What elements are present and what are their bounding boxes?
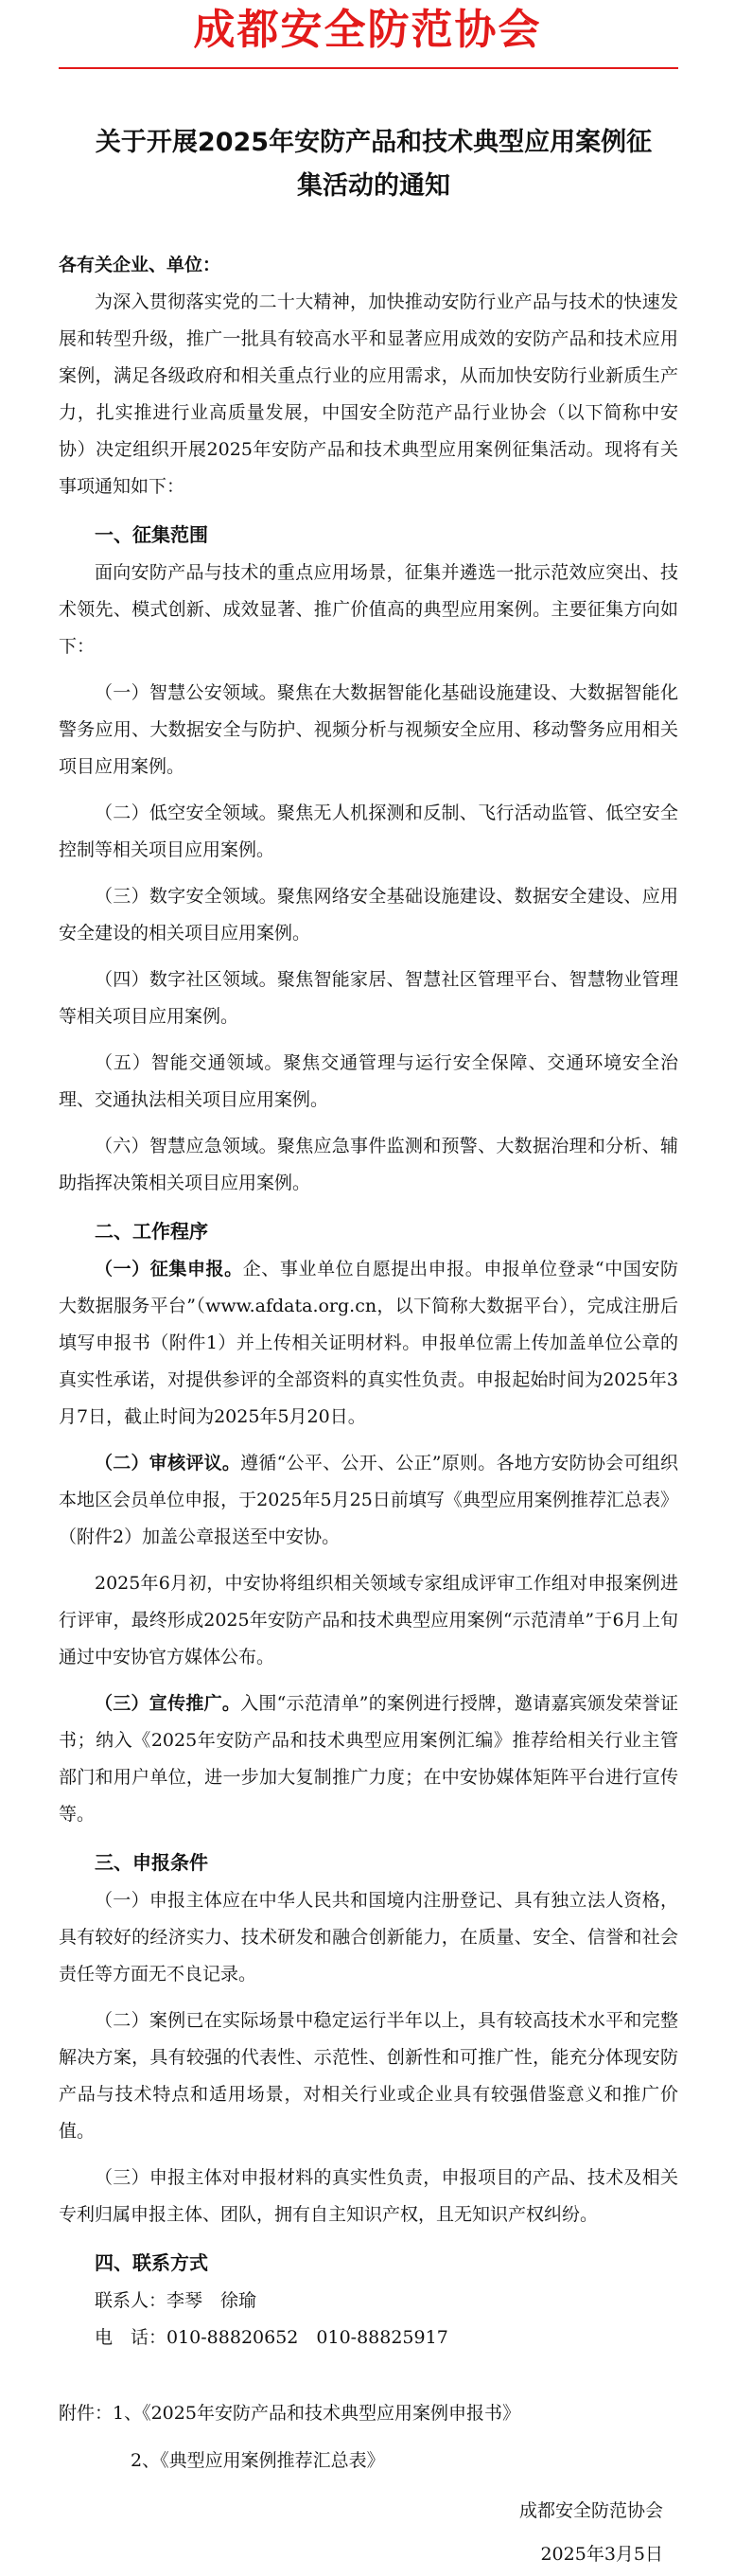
condition-item-2: （二）案例已在实际场景中稳定运行半年以上，具有较高技术水平和完整解决方案，具有较强的代表性、示范性、创新性和可推广性，能充分体现安防产品与技术特点和适用场景，对相关行业或企业具有较强借鉴意义和推广价值。 — [59, 2010, 678, 2142]
salutation: 各有关企业、单位： — [59, 255, 221, 275]
document-title: 关于开展2025年安防产品和技术典型应用案例征集活动的通知 — [95, 128, 653, 201]
scope-item-police: （一）智慧公安领域。聚焦在大数据智能化基础设施建设、大数据智能化警务应用、大数据安全与防护、视频分析与视频安全应用、移动警务应用相关项目应用案例。 — [59, 682, 678, 777]
org-letterhead-title: 成都安全防范协会 — [193, 6, 542, 54]
scope-item-digital-community: （四）数字社区领域。聚焦智能家居、智慧社区管理平台、智慧物业管理等相关项目应用案例。 — [59, 969, 678, 1027]
scope-item-digital-security: （三）数字安全领域。聚焦网络安全基础设施建设、数据安全建设、应用安全建设的相关项目应用案例。 — [59, 886, 678, 944]
procedure-review — [59, 1445, 678, 1556]
signature-org: 成都安全防范协会 — [518, 2500, 663, 2521]
condition-item-1: （一）申报主体应在中华人民共和国境内注册登记、具有独立法人资格，具有较好的经济实力、技术研发和融合创新能力，在质量、安全、信誉和社会责任等方面无不良记录。 — [59, 1890, 678, 1985]
scope-intro: 面向安防产品与技术的重点应用场景，征集并遴选一批示范效应突出、技术领先、模式创新、成效显著、推广价值高的典型应用案例。主要征集方向如下： — [59, 562, 678, 657]
procedure-evaluation: 2025年6月初，中安协将组织相关领域专家组成评审工作组对申报案例进行评审，最终形成2025年安防产品和技术典型应用案例“示范清单”于6月上旬通过中安协官方媒体公布。 — [59, 1573, 678, 1667]
contact-person: 联系人：李琴 徐瑜 — [95, 2290, 257, 2311]
section-heading-conditions: 三、申报条件 — [95, 1851, 208, 1874]
scope-item-low-altitude: （二）低空安全领域。聚焦无人机探测和反制、飞行活动监管、低空安全控制等相关项目应用案例。 — [59, 803, 678, 860]
procedure-promotion-label: （三）宣传推广。 — [95, 1693, 241, 1714]
section-heading-scope: 一、征集范围 — [95, 523, 208, 546]
procedure-review-text: 遵循“公平、公开、公正”原则。各地方安防协会可组织本地区会员单位申报，于2025年5月25日前填写《典型应用案例推荐汇总表》（附件2）加盖公章报送至中安协。 — [59, 1453, 678, 1547]
intro-paragraph: 为深入贯彻落实党的二十大精神，加快推动安防行业产品与技术的快速发展和转型升级，推广一批具有较高水平和显著应用成效的安防产品和技术应用案例，满足各级政府和相关重点行业的应用需求，从而加快安防行业新质生产力，扎实推进行业高质量发展，中国安全防范产品行业协会（以下简称中安协）决定组织开展2025年安防产品和技术典型应用案例征集活动。现将有关事项通知如下： — [59, 291, 678, 497]
procedure-application — [59, 1251, 678, 1436]
procedure-application-text: 企、事业单位自愿提出申报。申报单位登录“中国安防大数据服务平台”（www.afdata.org.cn，以下简称大数据平台），完成注册后填写申报书（附件1）并上传相关证明材料。申报单位需上传加盖单位公章的真实性承诺，对提供参评的全部资料的真实性负责。申报起始时间为2025年3月7日，截止时间为2025年5月20日。 — [59, 1259, 678, 1427]
attachment-2: 2、《典型应用案例推荐汇总表》 — [131, 2450, 385, 2471]
letterhead-divider — [59, 67, 678, 69]
scope-item-smart-traffic: （五）智能交通领域。聚焦交通管理与运行安全保障、交通环境安全治理、交通执法相关项目应用案例。 — [59, 1052, 678, 1110]
procedure-promotion-text: 入围“示范清单”的案例进行授牌，邀请嘉宾颁发荣誉证书；纳入《2025年安防产品和技术典型应用案例汇编》推荐给相关行业主管部门和用户单位，进一步加大复制推广力度；在中安协媒体矩阵平台进行宣传等。 — [59, 1693, 678, 1825]
section-heading-contact: 四、联系方式 — [95, 2251, 208, 2274]
condition-item-3: （三）申报主体对申报材料的真实性负责，申报项目的产品、技术及相关专利归属申报主体、团队，拥有自主知识产权，且无知识产权纠纷。 — [59, 2167, 678, 2225]
contact-phone: 电 话：010-88820652 010-88825917 — [95, 2327, 448, 2348]
procedure-application-label: （一）征集申报。 — [95, 1259, 243, 1279]
procedure-promotion — [59, 1685, 678, 1833]
scope-item-emergency: （六）智慧应急领域。聚焦应急事件监测和预警、大数据治理和分析、辅助指挥决策相关项目应用案例。 — [59, 1136, 678, 1193]
section-heading-procedure: 二、工作程序 — [95, 1220, 208, 1243]
procedure-review-label: （二）审核评议。 — [95, 1453, 241, 1473]
document-body — [59, 246, 678, 2576]
signature-date: 2025年3月5日 — [540, 2544, 663, 2565]
attachment-1: 附件：1、《2025年安防产品和技术典型应用案例申报书》 — [59, 2403, 520, 2424]
